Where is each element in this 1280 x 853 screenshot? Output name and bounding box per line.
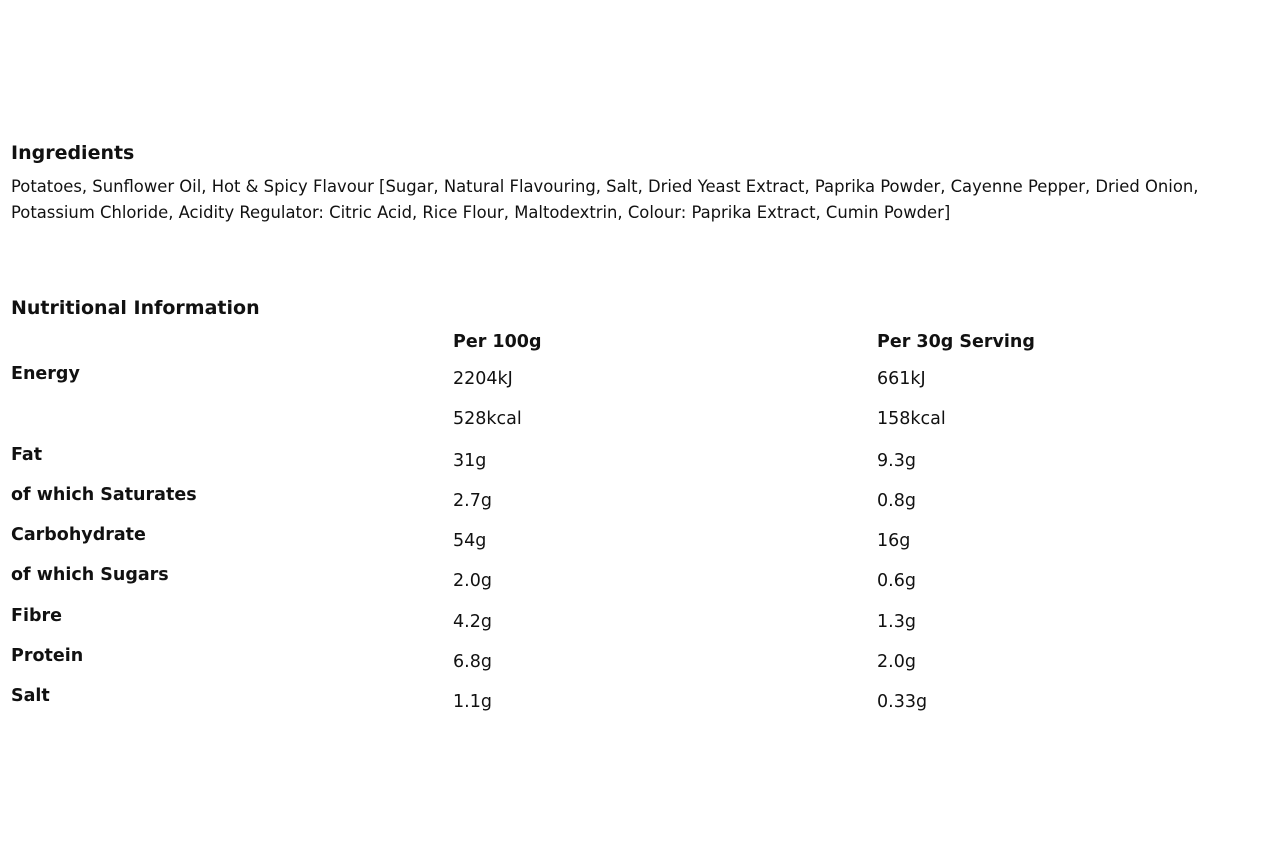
ingredients-text: Potatoes, Sunflower Oil, Hot & Spicy Flavour [Sugar, Natural Flavouring, Salt, Dried Yeast Extract, Paprika Powder, Cayenne Pepper, Dried Onion, Potassium Chloride, Acidity Regulator: Citric Acid, Rice Flour, Maltodextrin, Colour: Paprika Extract, Cumin Powder] xyxy=(11,177,1199,222)
cell-fibre-per-100g: 4.2g xyxy=(453,612,492,632)
row-label-energy: Energy xyxy=(11,364,80,384)
cell-energy-kcal-per-100g: 528kcal xyxy=(453,409,522,429)
cell-fat-per-serving: 9.3g xyxy=(877,451,916,471)
row-label-fat: Fat xyxy=(11,445,43,465)
row-label-fibre: Fibre xyxy=(11,606,62,626)
column-header-per-100g: Per 100g xyxy=(453,332,542,352)
cell-sugars-per-serving: 0.6g xyxy=(877,571,916,591)
cell-energy-kj-per-serving: 661kJ xyxy=(877,369,926,389)
cell-protein-per-serving: 2.0g xyxy=(877,652,916,672)
cell-protein-per-100g: 6.8g xyxy=(453,652,492,672)
ingredients-heading: Ingredients xyxy=(11,142,135,164)
row-label-saturates: of which Saturates xyxy=(11,485,197,505)
cell-carbohydrate-per-serving: 16g xyxy=(877,531,911,551)
cell-energy-kcal-per-serving: 158kcal xyxy=(877,409,946,429)
cell-fat-per-100g: 31g xyxy=(453,451,487,471)
nutrition-heading: Nutritional Information xyxy=(11,297,260,319)
cell-salt-per-100g: 1.1g xyxy=(453,692,492,712)
row-label-carbohydrate: Carbohydrate xyxy=(11,525,146,545)
cell-fibre-per-serving: 1.3g xyxy=(877,612,916,632)
cell-salt-per-serving: 0.33g xyxy=(877,692,928,712)
cell-saturates-per-100g: 2.7g xyxy=(453,491,492,511)
cell-sugars-per-100g: 2.0g xyxy=(453,571,492,591)
row-label-salt: Salt xyxy=(11,686,50,706)
cell-energy-kj-per-100g: 2204kJ xyxy=(453,369,513,389)
row-label-sugars: of which Sugars xyxy=(11,565,169,585)
cell-saturates-per-serving: 0.8g xyxy=(877,491,916,511)
cell-carbohydrate-per-100g: 54g xyxy=(453,531,487,551)
column-header-per-serving: Per 30g Serving xyxy=(877,332,1035,352)
row-label-protein: Protein xyxy=(11,646,84,666)
